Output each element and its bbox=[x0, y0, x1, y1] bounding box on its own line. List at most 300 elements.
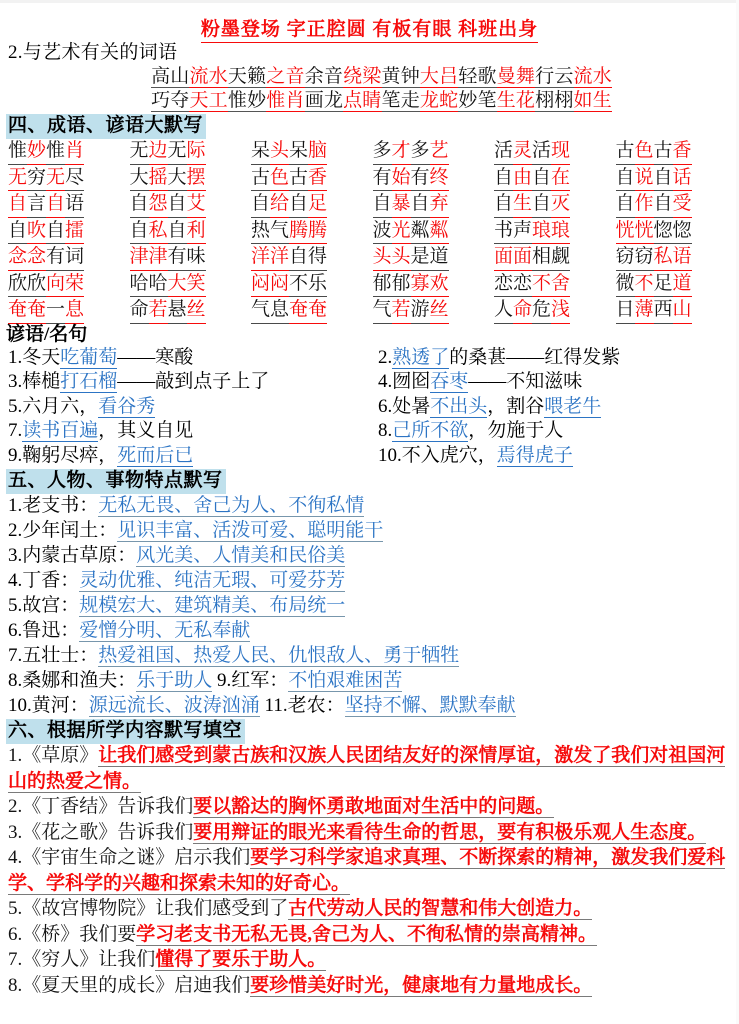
idiom-item bbox=[373, 165, 495, 192]
art-words-line-1 bbox=[0, 65, 739, 89]
section5-heading: 五、人物、事物特点默写 bbox=[6, 469, 226, 494]
idiom-char: 是道 bbox=[411, 244, 449, 271]
idiom-char: 命 bbox=[130, 297, 149, 324]
idiom-char: 窃窃 bbox=[616, 244, 654, 271]
trait-number: 3. bbox=[8, 545, 23, 566]
idiom-item bbox=[494, 165, 616, 192]
idiom-char: 自 bbox=[168, 218, 187, 245]
fib-lead: 启迪我们 bbox=[174, 974, 251, 996]
idiom-char: 活 bbox=[532, 138, 551, 165]
fib-number: 7. bbox=[8, 949, 23, 970]
art-word-seg: 天工 bbox=[189, 90, 228, 111]
section6-heading: 六、根据所学内容默写填空 bbox=[6, 719, 245, 744]
trait-label: 老支书： bbox=[22, 495, 99, 516]
proverb-prompt: 不入虎穴， bbox=[401, 444, 497, 466]
idiom-item bbox=[373, 138, 495, 165]
idiom-char: 自 bbox=[130, 218, 149, 245]
idiom-char: 念念 bbox=[8, 244, 46, 271]
proverbs-grid bbox=[8, 346, 739, 469]
fib-lead: 让我们 bbox=[98, 949, 156, 970]
idiom-char: 摆 bbox=[187, 165, 206, 192]
idiom-char: 始 bbox=[392, 165, 411, 192]
art-section-lead: 2.与艺术有关的词语 bbox=[8, 42, 178, 63]
idiom-char: 多 bbox=[373, 138, 392, 165]
art-word-seg: 绕梁 bbox=[343, 66, 382, 87]
idiom-char: 自 bbox=[130, 191, 149, 218]
proverb-number: 3. bbox=[8, 371, 23, 392]
idiom-char: 受 bbox=[673, 191, 692, 218]
fill-in-blank-item bbox=[8, 973, 733, 999]
proverb-number: 9. bbox=[8, 444, 23, 466]
idiom-char: 日 bbox=[616, 297, 635, 324]
idiom-item bbox=[494, 191, 616, 218]
idiom-char: 息 bbox=[65, 297, 84, 324]
idiom-char: 有 bbox=[411, 165, 430, 192]
idiom-char: 薄 bbox=[635, 297, 654, 324]
trait-answer: 热爱祖国、热爱人民、仇恨敌人、勇于牺牲 bbox=[98, 645, 460, 666]
trait-item bbox=[8, 518, 739, 543]
idiom-char: 惟 bbox=[8, 138, 27, 165]
art-word-seg: 曼舞 bbox=[496, 66, 536, 87]
idiom-grid bbox=[8, 138, 737, 324]
idiom-item bbox=[8, 191, 130, 218]
idiom-char: 无 bbox=[46, 165, 65, 192]
idiom-item bbox=[8, 138, 130, 165]
trait-number: 10. bbox=[8, 695, 32, 716]
idiom-char: 大笑 bbox=[168, 271, 206, 298]
scan-artifact-top bbox=[0, 0, 739, 3]
fib-number: 2. bbox=[8, 796, 23, 817]
idiom-item bbox=[494, 138, 616, 165]
idiom-char: 奄奄 bbox=[8, 297, 46, 324]
proverb-answer: 熟透了 bbox=[392, 346, 450, 368]
fib-title: 《丁香结》 bbox=[22, 796, 118, 817]
proverb-item bbox=[8, 419, 378, 444]
idiom-char: 作 bbox=[635, 191, 654, 218]
idiom-char: 头 bbox=[270, 138, 289, 165]
art-word-seg: 流水 bbox=[189, 66, 228, 87]
idiom-char: 哈哈 bbox=[130, 271, 168, 298]
art-word-seg: 之音 bbox=[266, 66, 305, 87]
proverb-item bbox=[8, 370, 378, 395]
proverb-answer: 己所不欲 bbox=[392, 420, 469, 441]
art-word-seg: 高山 bbox=[151, 66, 190, 87]
idiom-item bbox=[251, 271, 373, 298]
idiom-char: 惚惚 bbox=[654, 218, 692, 245]
trait-number: 2. bbox=[8, 520, 23, 541]
banner bbox=[0, 0, 739, 40]
fill-in-blank-item bbox=[8, 947, 733, 973]
fib-answer: 让我们感受到蒙古族和汉族人民团结友好的深情厚谊，激发了我们对祖国河山的热爱之情。 bbox=[8, 745, 726, 792]
idiom-char: 现 bbox=[551, 138, 570, 165]
proverb-tail: ，勿施于人 bbox=[468, 420, 564, 441]
idiom-char: 若 bbox=[149, 297, 168, 324]
section5-heading-row bbox=[6, 469, 739, 493]
fill-in-blank-item bbox=[8, 922, 733, 948]
proverb-item bbox=[378, 395, 739, 420]
trait-number: 6. bbox=[8, 620, 23, 641]
art-word-seg: 黄钟 bbox=[381, 66, 420, 87]
idiom-char: 自 bbox=[494, 191, 513, 218]
fib-title: 《故宫博物院》 bbox=[22, 898, 156, 919]
trait-number: 7. bbox=[8, 645, 23, 666]
section6-heading-row bbox=[6, 719, 739, 743]
idiom-char: 无 bbox=[130, 138, 149, 165]
proverb-prompt: 六月六， bbox=[22, 395, 99, 417]
idiom-char: 暴 bbox=[392, 191, 411, 218]
idiom-char: 人 bbox=[494, 297, 513, 324]
idiom-item bbox=[130, 244, 252, 271]
idiom-char: 自 bbox=[373, 191, 392, 218]
proverb-answer: 喂老牛 bbox=[544, 395, 602, 417]
proverbs-title: 谚语/名句 bbox=[6, 323, 88, 345]
idiom-char: 命 bbox=[513, 297, 532, 324]
proverb-answer: 吃葡萄 bbox=[60, 346, 118, 368]
fib-title: 《宇宙生命之谜》 bbox=[22, 847, 175, 868]
proverb-prompt: 囫囵 bbox=[392, 371, 431, 392]
idiom-char: 头头 bbox=[373, 244, 411, 271]
art-word-seg: 生花 bbox=[496, 90, 536, 111]
idiom-item bbox=[494, 297, 616, 324]
idiom-item bbox=[373, 271, 495, 298]
idiom-item bbox=[251, 218, 373, 245]
idiom-char: 自 bbox=[251, 191, 270, 218]
idiom-char: 给 bbox=[270, 191, 289, 218]
proverb-item bbox=[378, 444, 739, 469]
idiom-item bbox=[8, 165, 130, 192]
art-word-seg: 笔走 bbox=[381, 90, 420, 111]
idiom-char: 有味 bbox=[168, 244, 206, 271]
trait-number: 1. bbox=[8, 495, 23, 516]
proverb-prompt: 冬天 bbox=[22, 346, 61, 368]
fib-answer: 要用辩证的眼光来看待生命的哲思，要有积极乐观人生态度。 bbox=[193, 821, 707, 843]
fib-answer: 懂得了要乐于助人。 bbox=[155, 949, 327, 970]
fib-lead: 告诉我们 bbox=[117, 821, 194, 843]
idiom-char: 摇 bbox=[149, 165, 168, 192]
proverb-tail: ，其义自见 bbox=[98, 420, 194, 441]
proverb-number: 10. bbox=[378, 444, 402, 466]
fill-in-blank-item bbox=[8, 845, 733, 896]
idiom-char: 古 bbox=[654, 138, 673, 165]
idiom-char: 香 bbox=[673, 138, 692, 165]
idiom-char: 琅琅 bbox=[532, 218, 570, 245]
idiom-item bbox=[616, 218, 738, 245]
idiom-char: 不舍 bbox=[532, 271, 570, 298]
proverb-prompt: 棒槌 bbox=[22, 371, 61, 392]
idiom-char: 奄奄 bbox=[289, 297, 327, 324]
trait-answer: 风光美、人情美和民俗美 bbox=[136, 545, 346, 566]
trait-label: 五壮士： bbox=[22, 645, 99, 666]
fib-title: 《穷人》 bbox=[22, 949, 99, 970]
proverb-tail: 的桑葚——红得发紫 bbox=[449, 346, 621, 368]
fill-in-blank-item bbox=[8, 794, 733, 820]
fill-in-blank-item bbox=[8, 743, 733, 794]
proverb-tail: ，割谷 bbox=[487, 395, 545, 417]
idiom-item bbox=[616, 138, 738, 165]
trait-item bbox=[8, 493, 739, 518]
proverb-answer: 吞枣 bbox=[430, 371, 469, 392]
idiom-item bbox=[616, 271, 738, 298]
trait-list bbox=[0, 493, 739, 718]
art-word-seg: 妙笔 bbox=[458, 90, 497, 111]
trait-item bbox=[8, 643, 739, 668]
idiom-char: 肖 bbox=[65, 138, 84, 165]
idiom-char: 丝 bbox=[187, 297, 206, 324]
idiom-item bbox=[8, 297, 130, 324]
fib-answer: 要以豁达的胸怀勇敢地面对生活中的问题。 bbox=[193, 796, 555, 817]
idiom-char: 自 bbox=[8, 191, 27, 218]
idiom-item bbox=[251, 165, 373, 192]
idiom-char: 气息 bbox=[251, 297, 289, 324]
fill-in-blank-item bbox=[8, 820, 733, 846]
proverb-answer: 读书百遍 bbox=[22, 420, 99, 441]
trait-answer: 无私无畏、舍己为人、不徇私情 bbox=[98, 495, 365, 516]
art-word-seg: 大吕 bbox=[419, 66, 459, 87]
idiom-item bbox=[130, 271, 252, 298]
idiom-char: 书声 bbox=[494, 218, 532, 245]
trait-item bbox=[8, 668, 739, 693]
idiom-item bbox=[373, 244, 495, 271]
idiom-char: 由 bbox=[513, 165, 532, 192]
idiom-item bbox=[616, 191, 738, 218]
idiom-char: 自 bbox=[616, 165, 635, 192]
trait-label: 红军： bbox=[231, 670, 289, 691]
proverb-tail: ——不知滋味 bbox=[468, 371, 583, 392]
idiom-char: 若 bbox=[392, 297, 411, 324]
banner-text: 粉墨登场 字正腔圆 有板有眼 科班出身 bbox=[201, 14, 538, 43]
idiom-char: 话 bbox=[673, 165, 692, 192]
art-word-seg: 惟妙 bbox=[227, 90, 267, 111]
art-word-seg: 天籁 bbox=[227, 66, 267, 87]
idiom-char: 寡欢 bbox=[411, 271, 449, 298]
idiom-char: 向荣 bbox=[46, 271, 84, 298]
trait-answer: 爱憎分明、无私奉献 bbox=[79, 620, 251, 641]
proverb-answer: 死而后已 bbox=[117, 444, 194, 466]
idiom-char: 粼 bbox=[430, 218, 449, 245]
idiom-char: 际 bbox=[187, 138, 206, 165]
idiom-char: 气 bbox=[373, 297, 392, 324]
idiom-char: 微 bbox=[616, 271, 635, 298]
trait-item bbox=[8, 693, 739, 718]
fill-in-blank-item bbox=[8, 896, 733, 922]
fill-in-blank-list bbox=[0, 743, 739, 998]
idiom-char: 私 bbox=[149, 218, 168, 245]
art-word-seg: 龙蛇 bbox=[419, 90, 459, 111]
proverb-number: 4. bbox=[378, 371, 393, 392]
proverb-item bbox=[378, 346, 739, 371]
fib-number: 4. bbox=[8, 847, 23, 868]
proverb-tail: ——寒酸 bbox=[117, 346, 194, 368]
art-word-seg: 轻歌 bbox=[458, 66, 497, 87]
trait-item bbox=[8, 568, 739, 593]
idiom-item bbox=[251, 191, 373, 218]
idiom-char: 热气 bbox=[251, 218, 289, 245]
idiom-char: 足 bbox=[654, 271, 673, 298]
trait-item bbox=[8, 618, 739, 643]
idiom-char: 说 bbox=[635, 165, 654, 192]
idiom-char: 利 bbox=[187, 218, 206, 245]
idiom-char: 色 bbox=[270, 165, 289, 192]
idiom-char: 大 bbox=[130, 165, 149, 192]
idiom-char: 呆 bbox=[251, 138, 270, 165]
art-word-seg: 如生 bbox=[573, 90, 612, 111]
idiom-char: 色 bbox=[635, 138, 654, 165]
proverb-prompt: 处暑 bbox=[392, 395, 431, 417]
proverb-tail: ——敲到点子上了 bbox=[117, 371, 270, 392]
idiom-char: 才 bbox=[392, 138, 411, 165]
idiom-char: 无 bbox=[8, 165, 27, 192]
idiom-char: 腾腾 bbox=[289, 218, 327, 245]
trait-item bbox=[8, 593, 739, 618]
trait-number: 9. bbox=[212, 670, 232, 691]
idiom-item bbox=[494, 218, 616, 245]
idiom-char: 灭 bbox=[551, 191, 570, 218]
proverb-item bbox=[8, 444, 378, 469]
idiom-char: 惟 bbox=[46, 138, 65, 165]
trait-answer: 乐于助人 bbox=[136, 670, 213, 691]
fib-title: 《夏天里的成长》 bbox=[22, 974, 175, 996]
trait-label: 少年闰土： bbox=[22, 520, 118, 541]
proverb-number: 6. bbox=[378, 395, 393, 417]
art-words-line-2 bbox=[0, 89, 739, 113]
idiom-char: 一 bbox=[46, 297, 65, 324]
fib-title: 《草原》 bbox=[22, 745, 99, 766]
idiom-char: 弃 bbox=[430, 191, 449, 218]
art-word-seg: 流水 bbox=[573, 66, 612, 87]
idiom-item bbox=[130, 165, 252, 192]
idiom-char: 不乐 bbox=[289, 271, 327, 298]
idiom-item bbox=[130, 138, 252, 165]
trait-number: 11. bbox=[259, 695, 288, 716]
idiom-item bbox=[8, 218, 130, 245]
trait-number: 5. bbox=[8, 595, 23, 616]
fib-answer: 古代劳动人民的智慧和伟大创造力。 bbox=[288, 898, 593, 919]
proverb-prompt: 鞠躬尽瘁， bbox=[22, 444, 118, 466]
idiom-char: 自 bbox=[411, 191, 430, 218]
idiom-char: 活 bbox=[494, 138, 513, 165]
trait-label: 桑娜和渔夫： bbox=[22, 670, 137, 691]
trait-item bbox=[8, 543, 739, 568]
art-word-seg: 巧夺 bbox=[151, 90, 190, 111]
idiom-char: 脑 bbox=[308, 138, 327, 165]
idiom-char: 恍恍 bbox=[616, 218, 654, 245]
idiom-char: 游 bbox=[411, 297, 430, 324]
idiom-char: 穷 bbox=[27, 165, 46, 192]
idiom-char: 欣欣 bbox=[8, 271, 46, 298]
idiom-char: 有 bbox=[373, 165, 392, 192]
proverb-answer: 不出头 bbox=[430, 395, 488, 417]
section4-heading: 四、成语、谚语大默写 bbox=[6, 114, 206, 139]
idiom-item bbox=[8, 244, 130, 271]
proverb-number: 5. bbox=[8, 395, 23, 417]
idiom-char: 自 bbox=[532, 191, 551, 218]
idiom-item bbox=[251, 244, 373, 271]
idiom-char: 闷闷 bbox=[251, 271, 289, 298]
fib-answer: 要珍惜美好时光，健康地有力量地成长。 bbox=[250, 974, 593, 996]
idiom-char: 自 bbox=[616, 191, 635, 218]
trait-label: 丁香： bbox=[22, 570, 80, 591]
idiom-item bbox=[130, 218, 252, 245]
idiom-char: 语 bbox=[65, 191, 84, 218]
fib-title: 《花之歌》 bbox=[22, 821, 118, 843]
idiom-char: 危 bbox=[532, 297, 551, 324]
idiom-char: 波 bbox=[373, 218, 392, 245]
proverb-number: 1. bbox=[8, 346, 23, 368]
trait-answer: 灵动优雅、纯洁无瑕、可爱芬芳 bbox=[79, 570, 346, 591]
fib-lead: 告诉我们 bbox=[117, 796, 194, 817]
trait-label: 鲁迅： bbox=[22, 620, 80, 641]
idiom-char: 私语 bbox=[654, 244, 692, 271]
trait-answer: 源远流长、波涛汹涌 bbox=[88, 695, 260, 716]
idiom-item bbox=[251, 297, 373, 324]
idiom-char: 西 bbox=[654, 297, 673, 324]
fib-number: 6. bbox=[8, 923, 23, 945]
idiom-char: 无 bbox=[168, 138, 187, 165]
fib-answer: 学习老支书无私无畏,舍己为人、不徇私情的崇高精神。 bbox=[136, 923, 598, 945]
idiom-char: 古 bbox=[289, 165, 308, 192]
idiom-char: 粼 bbox=[411, 218, 430, 245]
idiom-char: 不 bbox=[635, 271, 654, 298]
idiom-char: 自 bbox=[46, 191, 65, 218]
fib-number: 5. bbox=[8, 898, 23, 919]
idiom-char: 古 bbox=[616, 138, 635, 165]
idiom-char: 艺 bbox=[430, 138, 449, 165]
idiom-item bbox=[373, 191, 495, 218]
idiom-char: 自 bbox=[8, 218, 27, 245]
idiom-char: 呆 bbox=[289, 138, 308, 165]
idiom-item bbox=[616, 297, 738, 324]
art-word-seg: 画龙 bbox=[304, 90, 344, 111]
trait-answer: 规模宏大、建筑精美、布局统一 bbox=[79, 595, 346, 616]
idiom-char: 尽 bbox=[65, 165, 84, 192]
fib-answer: 要学习科学家追求真理、不断探索的精神，激发我们爱科学、学科学的兴趣和探索未知的好奇心。 bbox=[8, 847, 726, 894]
idiom-char: 足 bbox=[308, 191, 327, 218]
trait-label: 内蒙古草原： bbox=[22, 545, 137, 566]
proverb-number: 2. bbox=[378, 346, 393, 368]
art-word-seg: 余音 bbox=[304, 66, 344, 87]
fib-title: 《桥》 bbox=[22, 923, 80, 945]
trait-number: 4. bbox=[8, 570, 23, 591]
idiom-char: 浅 bbox=[551, 297, 570, 324]
idiom-char: 相觑 bbox=[532, 244, 570, 271]
idiom-item bbox=[251, 138, 373, 165]
idiom-char: 自 bbox=[494, 165, 513, 192]
trait-number: 8. bbox=[8, 670, 23, 691]
idiom-item bbox=[373, 218, 495, 245]
idiom-char: 恋恋 bbox=[494, 271, 532, 298]
idiom-item bbox=[616, 244, 738, 271]
proverb-number: 7. bbox=[8, 420, 23, 441]
trait-answer: 坚持不懈、默默奉献 bbox=[344, 695, 516, 716]
idiom-char: 艾 bbox=[187, 191, 206, 218]
trait-label: 老农： bbox=[287, 695, 345, 716]
idiom-char: 面面 bbox=[494, 244, 532, 271]
idiom-item bbox=[130, 191, 252, 218]
fib-lead: 启示我们 bbox=[174, 847, 251, 868]
idiom-char: 妙 bbox=[27, 138, 46, 165]
section4-heading-row bbox=[6, 114, 739, 138]
idiom-char: 郁郁 bbox=[373, 271, 411, 298]
idiom-char: 自得 bbox=[289, 244, 327, 271]
idiom-char: 洋洋 bbox=[251, 244, 289, 271]
idiom-char: 言 bbox=[27, 191, 46, 218]
fib-number: 8. bbox=[8, 974, 23, 996]
proverb-answer: 打石榴 bbox=[60, 371, 118, 392]
idiom-char: 自 bbox=[46, 218, 65, 245]
fib-number: 3. bbox=[8, 821, 23, 843]
art-word-seg: 行云 bbox=[535, 66, 574, 87]
art-word-seg: 栩栩 bbox=[535, 90, 574, 111]
